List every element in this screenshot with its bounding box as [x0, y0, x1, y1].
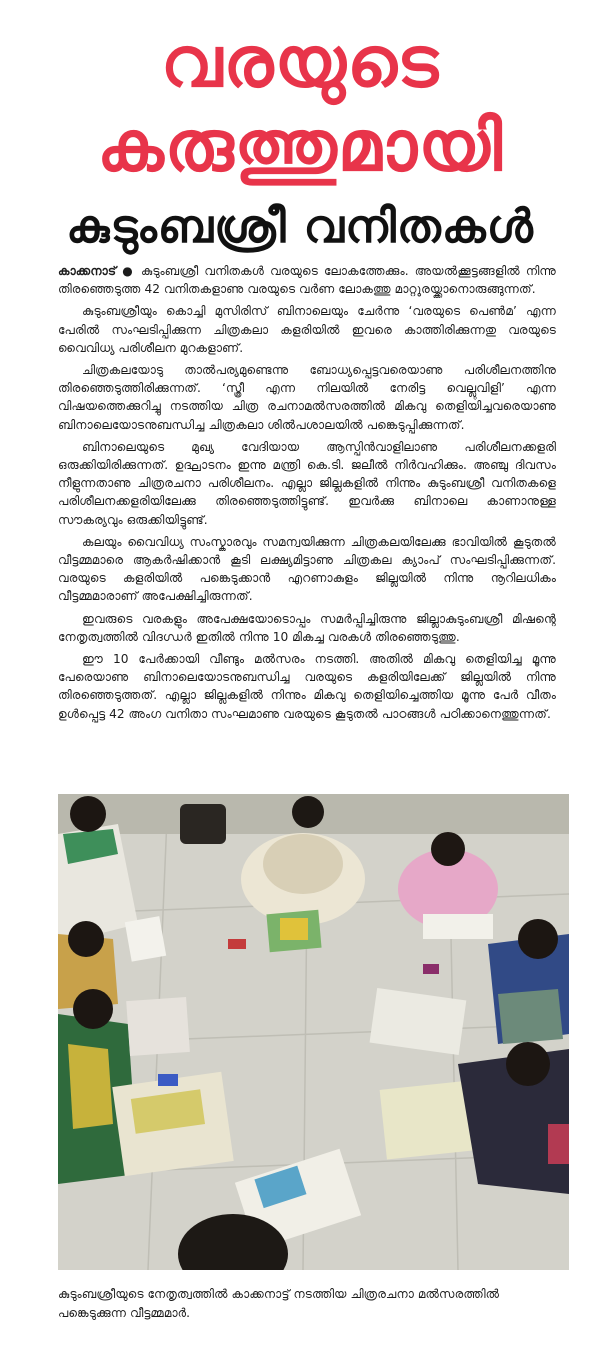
article-paragraph: ഈ 10 പേർക്കായി വീണ്ടും മൽസരം നടത്തി. അതിൽ മികവു തെളിയിച്ച മൂന്നു പേരെയാണു ബിനാലെയോടനുബന്ധിച്ച വരയുടെ കളരിയിലേക്ക് ജില്ലയിൽ നിന്നു തിരഞ്ഞെടുത്തത്. എല്ലാ ജില്ലകളിൽ നിന്നും മികവു തെളിയിച്ചെത്തിയ മൂന്നു പേർ വീതം ഉൾപ്പെട്ട 42 അംഗ വനിതാ സംഘമാണു വരയുടെ കൂടുതൽ പാഠങ്ങൾ പഠിക്കാനെത്തുന്നത്.: [58, 652, 556, 721]
article-body: [58, 262, 556, 727]
photo-illustration: [58, 794, 569, 1270]
headline-line-2: കരുത്തുമായി: [96, 105, 504, 187]
paragraph-text: കുടുംബശ്രീ വനിതകൾ വരയുടെ ലോകത്തേക്കും. അയൽക്കൂട്ടങ്ങളിൽ നിന്നു തിരഞ്ഞെടുത്ത 42 വനിതകളാണു വരയുടെ വർണ ലോകത്തു മാറ്റുരയ്ക്കാനൊരുങ്ങുന്നത്.: [58, 264, 557, 297]
bullet-icon: ●: [122, 264, 141, 278]
headline-line-3: കുടുംബശ്രീ വനിതകൾ: [66, 199, 534, 253]
dateline: കാക്കനാട്: [58, 264, 117, 278]
bag: [180, 804, 226, 844]
article-paragraph: കുടുംബശ്രീയും കൊച്ചി മുസിരിസ് ബിനാലെയും ചേർന്നു ‘വരയുടെ പെൺമ’ എന്ന പേരിൽ സംഘടിപ്പിക്കുന്ന ചിത്രകലാ കളരിയിൽ ഇവരെ കാത്തിരിക്കുന്നതു വരയുടെ വൈവിധ്യ പരിശീലന മുറകളാണ്.: [58, 304, 556, 355]
article-paragraph: ചിത്രകലയോടു താൽപര്യമുണ്ടെന്നു ബോധ്യപ്പെട്ടവരെയാണു പരിശീലനത്തിനു തിരഞ്ഞെടുത്തിരിക്കുന്നത്. ‘സ്ത്രീ എന്ന നിലയിൽ നേരിട്ട വെല്ലുവിളി’ എന്ന വിഷയത്തെക്കുറിച്ചു നടത്തിയ ചിത്ര രചനാമൽസരത്തിൽ മികവു തെളിയിച്ചവരെയാണു ബിനാലെയോടനുബന്ധിച്ച ചിത്രകലാ ശിൽപശാലയിൽ പങ്കെടുപ്പിക്കുന്നത്.: [58, 363, 556, 432]
article-paragraph: ബിനാലെയുടെ മുഖ്യ വേദിയായ ആസ്പിൻവാളിലാണു പരിശീലനക്കളരി ഒരുക്കിയിരിക്കുന്നത്. ഉദ്ഘാടനം ഇന്നു മന്ത്രി കെ.ടി. ജലീൽ നിർവഹിക്കും. അഞ്ചു ദിവസം നീളുന്നതാണു ചിത്രരചനാ പരിശീലനം. എല്ലാ ജില്ലകളിൽ നിന്നും കുടുംബശ്രീ വനിതകളെ പരിശീലനക്കളരിയിലേക്കു തിരഞ്ഞെടുത്തിട്ടുണ്ട്. ഇവർക്കു ബിനാലെ കാണാനുള്ള സൗകര്യവും ഒരുക്കിയിട്ടുണ്ട്.: [58, 439, 556, 527]
news-photo: [58, 794, 569, 1270]
article-paragraph: [58, 262, 556, 298]
headline-line-1: വരയുടെ: [160, 21, 440, 103]
photo-caption: കുടുംബശ്രീയുടെ നേതൃത്വത്തിൽ കാക്കനാട്ട് നടത്തിയ ചിത്രരചനാ മൽസരത്തിൽ പങ്കെടുക്കുന്ന വീട്ടമ്മമാർ.: [58, 1287, 500, 1320]
article-paragraph: ഇവരുടെ വരകളും അപേക്ഷയോടൊപ്പം സമർപ്പിച്ചിരുന്നു ജില്ലാകുടുംബശ്രീ മിഷന്റെ നേതൃത്വത്തിൽ വിദഗ്ധർ ഇതിൽ നിന്നു 10 മികച്ച വരകൾ തിരഞ്ഞെടുത്തു.: [58, 611, 556, 644]
article-paragraph: കലയും വൈവിധ്യ സംസ്കാരവും സമന്വയിക്കുന്ന ചിത്രകലയിലേക്കു ഭാവിയിൽ കൂടുതൽ വീട്ടമ്മമാരെ ആകർഷിക്കാൻ കൂടി ലക്ഷ്യമിട്ടാണു ചിത്രകല ക്യാംപ് സംഘടിപ്പിക്കുന്നത്. വരയുടെ കളരിയിൽ പങ്കെടുക്കാൻ എറണാകുളം ജില്ലയിൽ നിന്നു നൂറിലധികം വീട്ടമ്മമാരാണ് അപേക്ഷിച്ചിരുന്നത്.: [58, 534, 556, 604]
